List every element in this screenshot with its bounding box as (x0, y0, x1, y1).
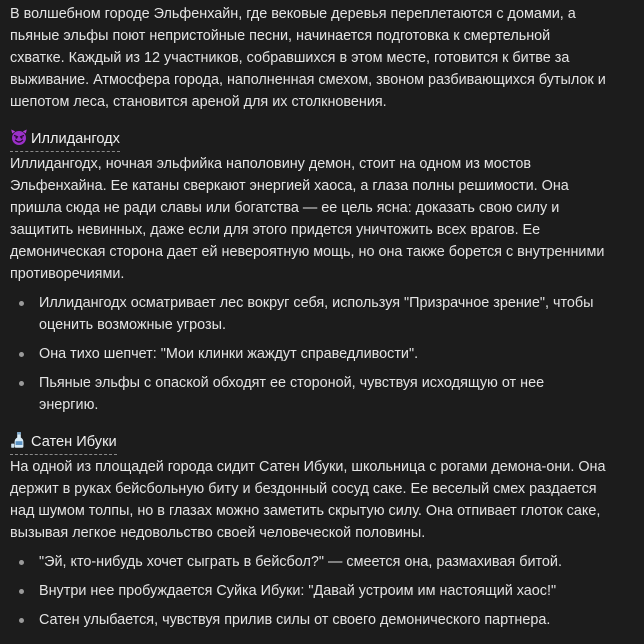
list-item: "Эй, кто-нибудь хочет сыграть в бейсбол?" — смеется она, размахивая битой. (10, 551, 599, 573)
sake-bottle-icon (10, 431, 28, 449)
character-section-saten-ibuki (10, 431, 632, 631)
list-item: Сатен улыбается, чувствуя прилив силы от своего демонического партнера. (10, 609, 599, 631)
list-item: Пьяные эльфы с опаской обходят ее стороной, чувствуя исходящую от нее энергию. (10, 372, 599, 416)
character-description: Иллидангодх, ночная эльфийка наполовину демон, стоит на одном из мостов Эльфенхайна. Ее катаны сверкают энергией хаоса, а глаза полны решимости. Она пришла сюда не ради славы или богатства — ее цель ясна: доказать свою силу и защитить невинных, даже если для этого придется уничтожить всех врагов. Ее демоническая сторона дает ей невероятную мощь, но она также борется с внутренними противоречиями. (10, 156, 605, 282)
list-item: Иллидангодх осматривает лес вокруг себя, используя "Призрачное зрение", чтобы оценить возможные угрозы. (10, 292, 599, 336)
action-list (10, 292, 632, 416)
character-heading (10, 431, 117, 455)
list-item: Внутри нее пробуждается Суйка Ибуки: "Давай устроим им настоящий хаос!" (10, 580, 599, 602)
character-heading (10, 128, 120, 152)
intro-paragraph: В волшебном городе Эльфенхайн, где вековые деревья переплетаются с домами, а пьяные эльфы поют непристойные песни, начинается подготовка к смертельной схватке. Каждый из 12 участников, собравшихся в этом месте, готовится к битве за выживание. Атмосфера города, наполненная смехом, звоном разбивающихся бутылок и шепотом леса, становится ареной для их столкновения. (10, 6, 606, 110)
character-name: Сатен Ибуки (31, 434, 117, 450)
character-section-illidangodh (10, 128, 632, 416)
character-name: Иллидангодх (31, 131, 120, 147)
action-list (10, 551, 632, 631)
smiling-devil-icon (10, 128, 28, 146)
list-item: Она тихо шепчет: "Мои клинки жаждут справедливости". (10, 343, 599, 365)
character-description: На одной из площадей города сидит Сатен Ибуки, школьница с рогами демона-они. Она держит в руках бейсбольную биту и бездонный сосуд саке. Ее веселый смех раздается над шумом толпы, но в глазах можно заметить скрытую силу. Она отпивает глоток саке, вызывая легкое недовольство своей человеческой половины. (10, 459, 606, 541)
